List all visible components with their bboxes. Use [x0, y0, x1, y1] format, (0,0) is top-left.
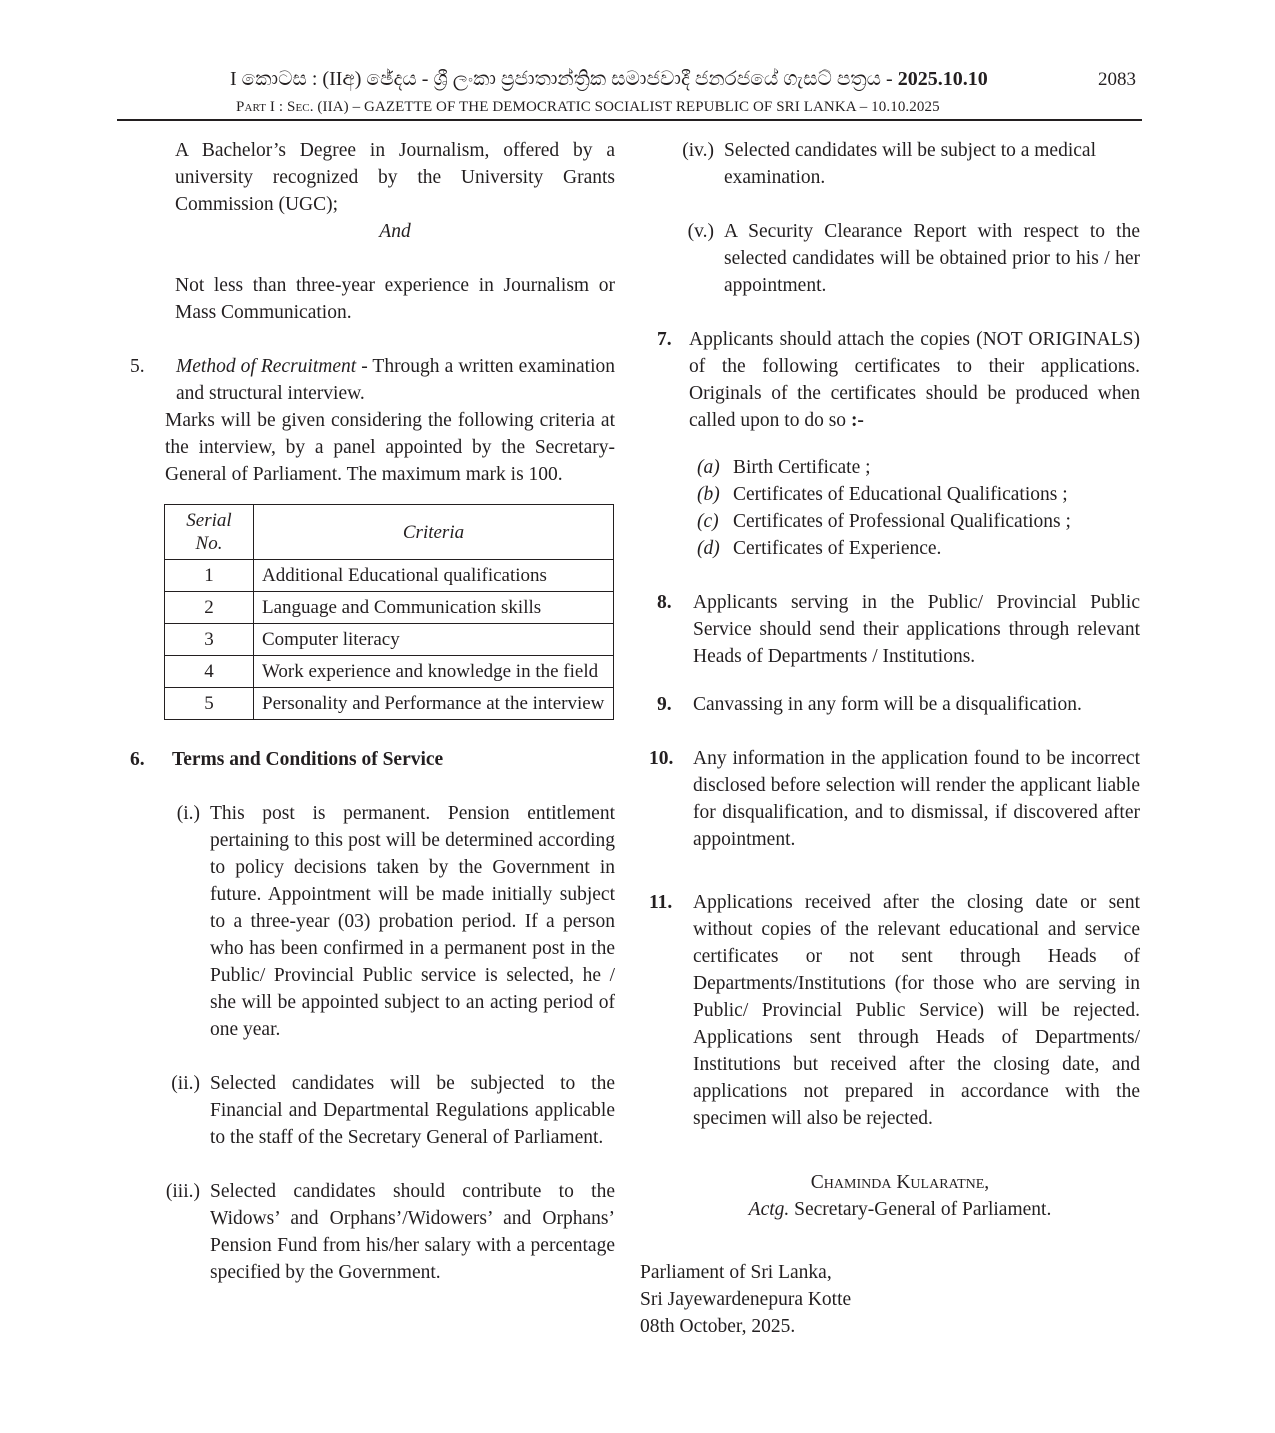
criteria-cell: Additional Educational qualifications: [254, 560, 614, 592]
qualification-degree: A Bachelor’s Degree in Journalism, offered by a university recognized by the University Grants Commission (UGC);: [175, 140, 615, 215]
item-label: (ii.): [171, 1073, 200, 1094]
section-10-text: Any information in the application found to be incorrect disclosed before selection will render the applicant liable for disqualification, and to dismissal, if discovered after appointment.: [693, 748, 1140, 850]
section-6-item-v: [670, 218, 1140, 299]
item-text: Selected candidates will be subject to a medical examination.: [724, 140, 1096, 188]
section-7-text-end: :-: [850, 410, 864, 431]
criteria-cell: Language and Communication skills: [254, 592, 614, 624]
criteria-cell: Personality and Performance at the interview: [254, 688, 614, 720]
section-5-title: Method of Recruitment: [176, 356, 357, 377]
address-line-2: Sri Jayewardenepura Kotte: [640, 1289, 852, 1310]
serial-cell: 3: [165, 624, 254, 656]
section-6-item-iii: [156, 1178, 615, 1286]
header-criteria: Criteria: [254, 505, 614, 560]
section-10: [640, 745, 1140, 853]
certificate-text: Certificates of Educational Qualifications ;: [733, 484, 1068, 505]
section-9-text: Canvassing in any form will be a disqualification.: [693, 694, 1082, 715]
section-9-number: 9.: [657, 694, 672, 715]
item-label: (i.): [176, 803, 200, 824]
signature-block: [700, 1169, 1100, 1223]
signatory-title: [700, 1196, 1100, 1223]
section-6-number: 6.: [130, 749, 145, 770]
item-text: Selected candidates should contribute to the Widows’ and Orphans’/Widowers’ and Orphans’ Pension Fund from his/her salary with a percentage specified by the Government.: [210, 1181, 615, 1283]
signatory-title-text: Secretary-General of Parliament.: [789, 1199, 1052, 1220]
criteria-table-header: [165, 505, 614, 560]
english-sec: Sec.: [287, 99, 314, 115]
qualification-experience: Not less than three-year experience in Journalism or Mass Communication.: [175, 275, 615, 323]
left-column: [120, 137, 615, 1286]
header-serial-no: Serial No.: [165, 505, 254, 560]
section-6-heading: [120, 746, 615, 773]
item-label: (v.): [687, 221, 714, 242]
criteria-cell: Work experience and knowledge in the field: [254, 656, 614, 688]
section-5-marks-text: Marks will be given considering the following criteria at the interview, by a panel appointed by the Secretary-General of Parliament. The maximum mark is 100.: [165, 410, 615, 485]
address-line-1: Parliament of Sri Lanka,: [640, 1262, 832, 1283]
certificate-label: (b): [697, 484, 720, 505]
section-7-number: 7.: [657, 329, 672, 350]
section-8-text: Applicants serving in the Public/ Provincial Public Service should send their applications through relevant Heads of Departments / Institutions.: [693, 592, 1140, 667]
english-rest: (IIA) – GAZETTE OF THE DEMOCRATIC SOCIALIST REPUBLIC OF SRI LANKA – 10.10.2025: [313, 99, 940, 115]
sinhala-date: 2025.10.10: [897, 68, 988, 90]
item-label: (iii.): [165, 1181, 200, 1202]
table-row: [165, 688, 614, 720]
section-7-text: Applicants should attach the copies (NOT ORIGINALS) of the following certificates to their applications. Originals of the certificates should be produced when called upon to do so: [689, 329, 1140, 431]
sinhala-title-text: I කොටස : (IIඅ) ඡේදය - ශ්‍රී ලංකා ප්‍රජාතාන්ත්‍රික සමාජවාදී ජනරජයේ ගැසට් පත්‍රය -: [230, 68, 898, 90]
item-text: Selected candidates will be subjected to the Financial and Departmental Regulations applicable to the staff of the Secretary General of Parliament.: [210, 1073, 615, 1148]
certificate-text: Certificates of Professional Qualifications ;: [733, 511, 1071, 532]
serial-cell: 1: [165, 560, 254, 592]
section-6-title: Terms and Conditions of Service: [172, 749, 444, 770]
item-label: (iv.): [682, 140, 714, 161]
header-rule: [117, 119, 1142, 121]
serial-cell: 5: [165, 688, 254, 720]
table-row: [165, 656, 614, 688]
certificate-item: [697, 481, 1140, 508]
certificate-text: Birth Certificate ;: [733, 457, 871, 478]
certificate-item: [697, 535, 1140, 562]
section-6-item-i: [156, 800, 615, 1043]
and-label: And: [379, 221, 411, 242]
section-11-text: Applications received after the closing date or sent without copies of the relevant educational and service certificates or not sent through Heads of Departments/Institutions (for those who are serving in Public/ Provincial Public Service) will be rejected. Applications sent through Heads of Departments/ Institutions but received after the closing date, and applications not prepared in accordance with the specimen will also be rejected.: [693, 892, 1140, 1129]
item-text: This post is permanent. Pension entitlement pertaining to this post will be determined according to policy decisions taken by the Government in future. Appointment will be made initially subject to a three-year (03) probation period. If a person who has been confirmed in a permanent post in the Public/ Provincial Public service is selected, he / she will be appointed subject to an acting period of one year.: [210, 803, 615, 1040]
item-text: A Security Clearance Report with respect to the selected candidates will be obtained prior to his / her appointment.: [724, 221, 1140, 296]
criteria-table: [164, 504, 614, 720]
section-5: [120, 353, 615, 407]
section-8: [640, 589, 1140, 670]
section-9: [640, 691, 1140, 718]
table-row: [165, 560, 614, 592]
signatory-name: Chaminda Kularatne,: [810, 1172, 990, 1193]
section-10-number: 10.: [649, 748, 674, 769]
section-6-item-iv: [670, 137, 1140, 191]
certificate-label: (d): [697, 538, 720, 559]
table-row: [165, 624, 614, 656]
certificate-label: (c): [697, 511, 719, 532]
english-sep: :: [275, 99, 287, 115]
table-row: [165, 592, 614, 624]
header-sinhala-title: [230, 66, 1030, 93]
address-date: 08th October, 2025.: [640, 1316, 796, 1337]
right-column: [640, 137, 1140, 1340]
address-block: [640, 1259, 1140, 1340]
section-8-number: 8.: [657, 592, 672, 613]
serial-cell: 4: [165, 656, 254, 688]
section-7: [640, 326, 1140, 434]
criteria-cell: Computer literacy: [254, 624, 614, 656]
certificate-item: [697, 508, 1140, 535]
english-part: Part I: [236, 99, 276, 115]
certificate-text: Certificates of Experience.: [733, 538, 942, 559]
certificate-label: (a): [697, 457, 720, 478]
signatory-title-prefix: Actg.: [748, 1199, 790, 1220]
section-11: [640, 889, 1140, 1132]
serial-cell: 2: [165, 592, 254, 624]
header-english-title: [236, 94, 1036, 121]
section-5-number: 5.: [130, 356, 145, 377]
section-11-number: 11.: [649, 892, 673, 913]
certificate-item: [697, 454, 1140, 481]
section-6-item-ii: [156, 1070, 615, 1151]
section-5-text: - Through a written examination and structural interview.: [176, 356, 615, 404]
page-number: 2083: [1098, 69, 1136, 90]
